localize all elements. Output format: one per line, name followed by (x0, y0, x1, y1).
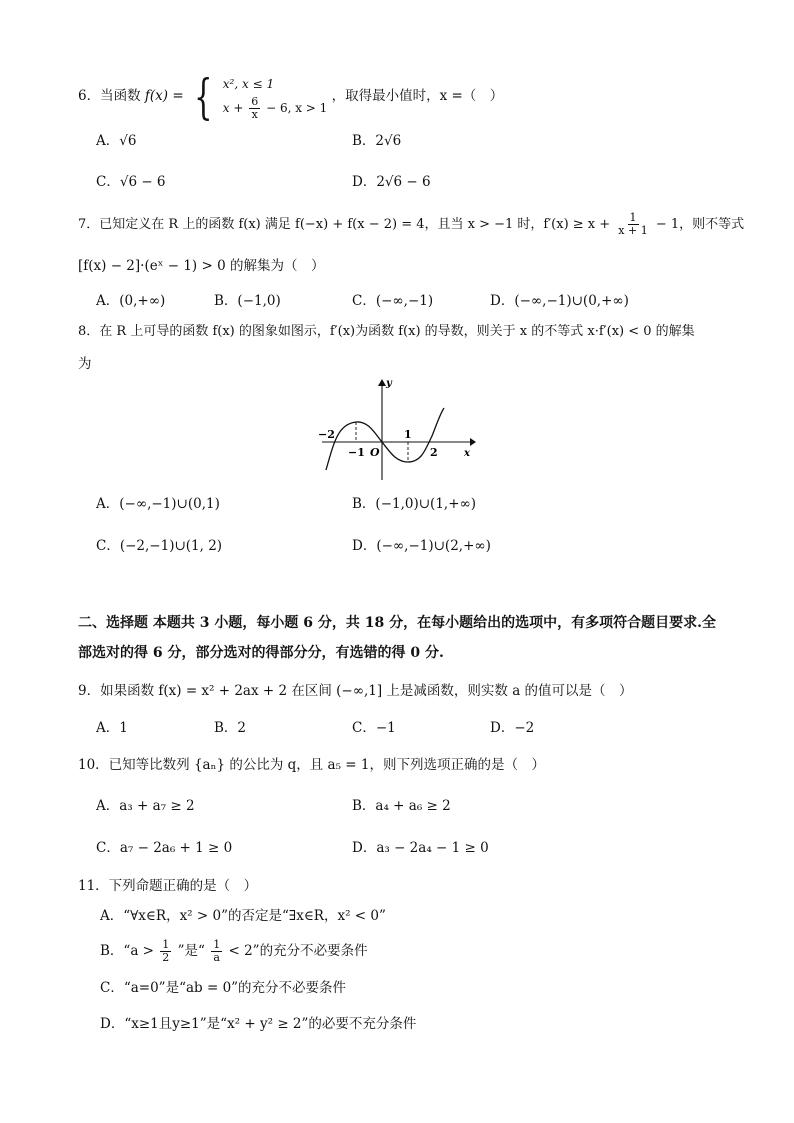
tick-neg1: −1 (348, 446, 365, 459)
q6-option-c[interactable]: C．√6 − 6 (96, 174, 166, 190)
q7-option-b[interactable]: B．(−1,0) (214, 293, 281, 309)
q6-option-a[interactable]: A．√6 (96, 133, 137, 149)
q11-option-a[interactable]: A．“∀x∈R，x² > 0”的否定是“∃x∈R，x² < 0” (100, 908, 386, 924)
q6-case1: x², x ≤ 1 (222, 77, 275, 91)
q6-brace: { (194, 68, 213, 125)
q8-option-b[interactable]: B．(−1,0)∪(1,+∞) (352, 496, 477, 512)
q8-option-d[interactable]: D．(−∞,−1)∪(2,+∞) (352, 538, 491, 554)
q9-option-d[interactable]: D．−2 (490, 720, 535, 736)
q11-option-b[interactable]: B．“a > $\frac{1}{2}$ ”是“ $\frac{1}{a}$ < 2”的充分不必要条件 (100, 938, 368, 964)
q11-stem: 11．下列命题正确的是（ ） (78, 878, 258, 894)
q6-case2: x + $\frac{6}{x}$ − 6, x > 1 (222, 95, 328, 121)
q11-option-c[interactable]: C．“a=0”是“ab = 0”的充分不必要条件 (100, 980, 347, 996)
q9-stem: 9．如果函数 f(x) = x² + 2ax + 2 在区间 (−∞,1] 上是减函数，则实数 a 的值可以是（ ） (78, 683, 633, 699)
q10-option-a[interactable]: A．a₃ + a₇ ≥ 2 (96, 798, 195, 814)
q8-graph (318, 376, 478, 486)
q9-option-c[interactable]: C．−1 (352, 720, 396, 736)
section2-heading: 二、选择题 本题共 3 小题，每小题 6 分，共 18 分，在每小题给出的选项中，有多项符合题目要求.全部选对的得 6 分，部分选对的得部分分，有选错的得 0 分. (78, 615, 716, 661)
q6-fx: f(x) = (144, 88, 184, 104)
origin-label: O (370, 446, 380, 459)
q8-line2: 为 (78, 356, 92, 372)
x-axis-arrow (470, 438, 476, 446)
q9-option-a[interactable]: A．1 (96, 720, 128, 736)
q6-option-d[interactable]: D．2√6 − 6 (352, 174, 431, 190)
q10-option-b[interactable]: B．a₄ + a₆ ≥ 2 (352, 798, 451, 814)
q11-option-d[interactable]: D．“x≥1且y≥1”是“x² + y² ≥ 2”的必要不充分条件 (100, 1016, 417, 1032)
q8-option-c[interactable]: C．(−2,−1)∪(1, 2) (96, 538, 223, 554)
q11-frac-half: $\frac{1}{2}$ (162, 938, 170, 964)
q7-line1: 7．已知定义在 R 上的函数 f(x) 满足 f(−x) + f(x − 2) = 4，且当 x > −1 时，f′(x) ≥ x + $\frac{1}{x + 1}$ − 1，则不等式 (78, 211, 745, 237)
q7-frac: $\frac{1}{x + 1}$ (618, 211, 648, 237)
q7-option-d[interactable]: D．(−∞,−1)∪(0,+∞) (490, 293, 629, 309)
q8-line1: 8．在 R 上可导的函数 f(x) 的图象如图示，f′(x)为函数 f(x) 的导数，则关于 x 的不等式 x·f′(x) < 0 的解集 (78, 324, 695, 339)
q6-cases (223, 72, 328, 121)
y-label: y (386, 378, 392, 389)
tick-2: 2 (430, 446, 438, 459)
q6-suffix: ，取得最小值时，x =（ ） (331, 88, 504, 104)
q7-line2: [f(x) − 2]·(eˣ − 1) > 0 的解集为（ ） (78, 258, 325, 274)
y-axis-arrow (378, 379, 386, 386)
q6-option-b[interactable]: B．2√6 (352, 133, 402, 149)
q6-stem (78, 68, 504, 125)
q9-option-b[interactable]: B．2 (214, 720, 247, 736)
q10-option-d[interactable]: D．a₃ − 2a₄ − 1 ≥ 0 (352, 840, 489, 856)
x-label: x (464, 448, 470, 459)
q6-prefix: 6．当函数 (78, 88, 141, 104)
q7-option-c[interactable]: C．(−∞,−1) (352, 293, 434, 309)
q10-stem: 10．已知等比数列 {aₙ} 的公比为 q，且 a₅ = 1，则下列选项正确的是（ ） (78, 757, 545, 773)
q7-option-a[interactable]: A．(0,+∞) (96, 293, 166, 309)
q10-option-c[interactable]: C．a₇ − 2a₆ + 1 ≥ 0 (96, 840, 233, 856)
function-curve (326, 408, 444, 470)
tick-1: 1 (404, 428, 412, 441)
q6-frac: $\frac{6}{x}$ (251, 95, 259, 121)
q11-frac-inv-a: $\frac{1}{a}$ (213, 938, 221, 964)
q8-option-a[interactable]: A．(−∞,−1)∪(0,1) (96, 496, 220, 512)
tick-neg2: −2 (318, 428, 335, 441)
